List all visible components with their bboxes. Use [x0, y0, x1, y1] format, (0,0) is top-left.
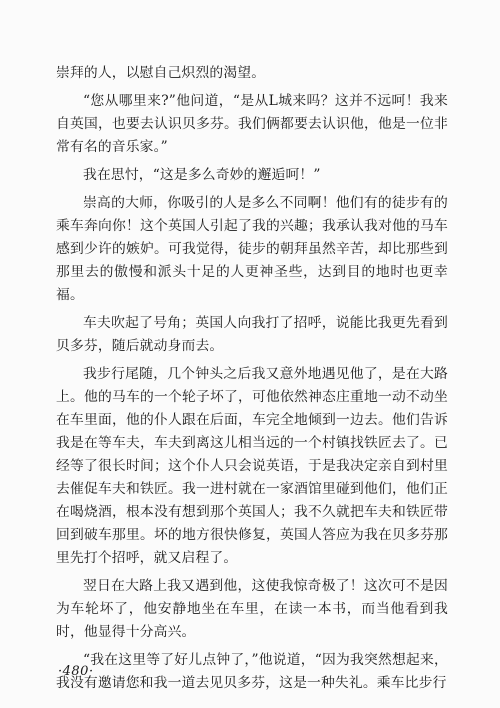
paragraph: 我在思忖，“这是多么奇妙的邂逅呵！”: [83, 167, 321, 183]
paragraph: “您从哪里来?”他问道，“是从L城来吗？这并不远呵！我来自英国，也要去认识贝多芬。我们俩都要去认识他，他是一位非常有名的音乐家。”: [56, 93, 448, 155]
paragraph: 我步行尾随，几个钟头之后我又意外地遇见他了，是在大路上。他的马车的一个轮子坏了，可他依然神态庄重地一动不动坐在车里面，他的仆人跟在后面，车完全地倾到一边去。他们告诉我是在等车夫，车夫到离这儿相当远的一个村镇找铁匠去了。已经等了很长时间；这个仆人只会说英语，于是我决定亲自到村里去催促车夫和铁匠。我一进村就在一家酒馆里碰到他们，他们正在喝烧酒，根本没有想到那个英国人；我不久就把车夫和铁匠带回到破车那里。坏的地方很快修复，英国人答应为我在贝多芬那里先打个招呼，就又启程了。: [56, 366, 448, 566]
paragraph: 崇高的大师，你吸引的人是多么不同啊！他们有的徒步有的乘车奔向你！这个英国人引起了我的兴趣；我承认我对他的马车感到少许的嫉妒。可我觉得，徒步的朝拜虽然辛苦，却比那些到那里去的傲慢和派头十足的人更神圣些，达到目的地时也更幸福。: [56, 195, 448, 303]
paragraph: 崇拜的人，以慰自己炽烈的渴望。: [56, 65, 266, 81]
paragraph: “我在这里等了好儿点钟了，”他说道，“因为我突然想起来，我没有邀请您和我一道去见贝多芬，这是一种失礼。乘车比步行: [56, 652, 448, 691]
paragraph: 车夫吹起了号角；英国人向我打了招呼，说能比我更先看到贝多芬，随后就动身而去。: [56, 315, 448, 354]
body-text: [56, 62, 448, 700]
paragraph: 翌日在大路上我又遇到他，这使我惊奇极了！这次可不是因为车轮坏了，他安静地坐在车里，在读一本书，而当他看到我时，他显得十分高兴。: [56, 578, 448, 640]
page-number: ·480·: [58, 664, 94, 679]
